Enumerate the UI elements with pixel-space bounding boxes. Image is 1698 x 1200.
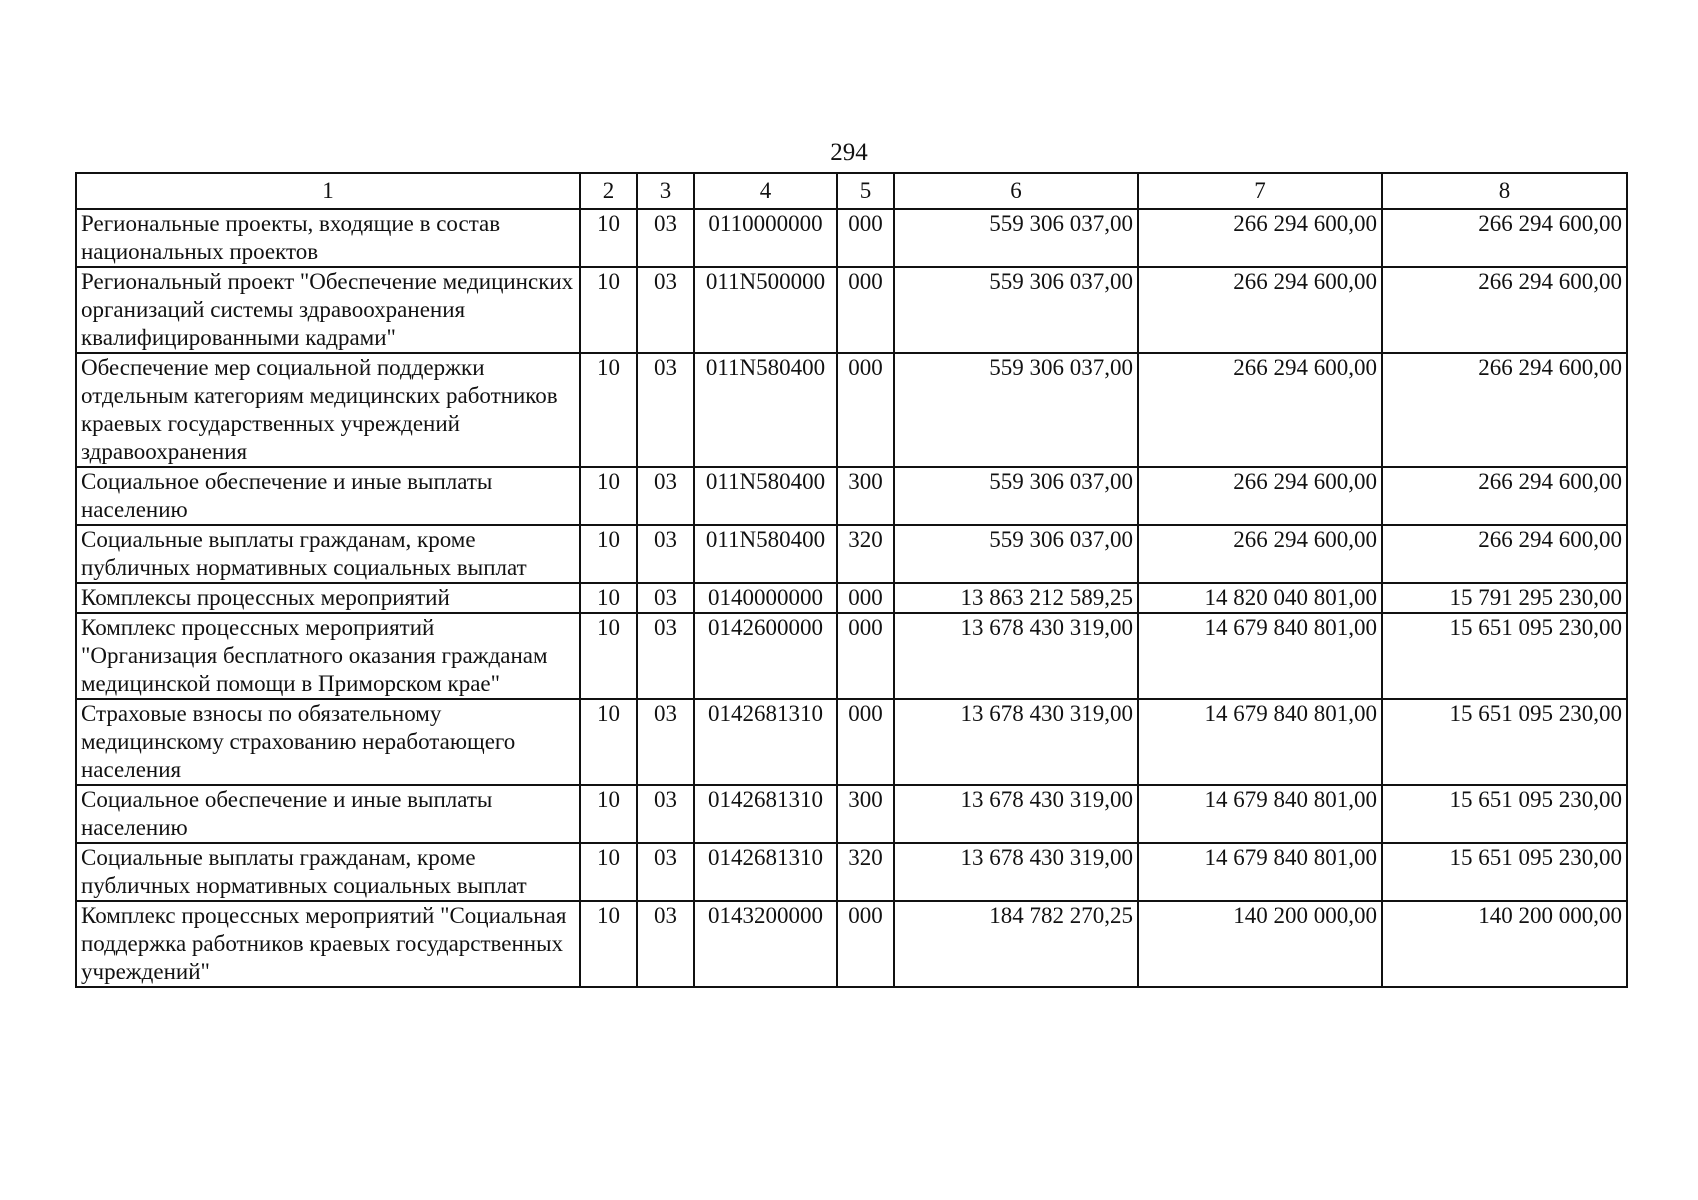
row-amount-col-6: 559 306 037,00 — [894, 467, 1138, 525]
row-amount-col-7: 14 679 840 801,00 — [1138, 785, 1382, 843]
table-row — [76, 467, 1627, 525]
row-section-code: 10 — [580, 699, 637, 785]
table-row — [76, 353, 1627, 467]
row-subsection-code: 03 — [637, 267, 694, 353]
row-amount-col-8: 15 651 095 230,00 — [1382, 613, 1627, 699]
row-target-article-code: 011N580400 — [694, 467, 837, 525]
row-description: Социальное обеспечение и иные выплаты населению — [76, 467, 580, 525]
row-section-code: 10 — [580, 583, 637, 613]
row-expense-type-code: 320 — [837, 843, 894, 901]
row-amount-col-7: 14 820 040 801,00 — [1138, 583, 1382, 613]
row-subsection-code: 03 — [637, 467, 694, 525]
row-amount-col-7: 266 294 600,00 — [1138, 209, 1382, 267]
row-target-article-code: 0142681310 — [694, 785, 837, 843]
row-amount-col-8: 266 294 600,00 — [1382, 525, 1627, 583]
row-expense-type-code: 300 — [837, 785, 894, 843]
row-subsection-code: 03 — [637, 843, 694, 901]
row-amount-col-6: 13 678 430 319,00 — [894, 613, 1138, 699]
header-col-3: 3 — [637, 173, 694, 209]
table-row — [76, 785, 1627, 843]
table-body — [76, 209, 1627, 987]
row-amount-col-7: 266 294 600,00 — [1138, 467, 1382, 525]
table-row — [76, 525, 1627, 583]
header-col-4: 4 — [694, 173, 837, 209]
row-section-code: 10 — [580, 267, 637, 353]
row-amount-col-7: 14 679 840 801,00 — [1138, 613, 1382, 699]
row-amount-col-6: 184 782 270,25 — [894, 901, 1138, 987]
row-target-article-code: 0140000000 — [694, 583, 837, 613]
row-description: Региональный проект "Обеспечение медицинских организаций системы здравоохранения квалифицированными кадрами" — [76, 267, 580, 353]
row-expense-type-code: 000 — [837, 267, 894, 353]
row-subsection-code: 03 — [637, 901, 694, 987]
row-target-article-code: 011N580400 — [694, 353, 837, 467]
header-col-6: 6 — [894, 173, 1138, 209]
row-description: Социальное обеспечение и иные выплаты населению — [76, 785, 580, 843]
row-expense-type-code: 000 — [837, 353, 894, 467]
row-amount-col-6: 13 678 430 319,00 — [894, 699, 1138, 785]
row-subsection-code: 03 — [637, 209, 694, 267]
table-row — [76, 583, 1627, 613]
row-subsection-code: 03 — [637, 785, 694, 843]
row-amount-col-6: 559 306 037,00 — [894, 209, 1138, 267]
header-col-5: 5 — [837, 173, 894, 209]
table-row — [76, 901, 1627, 987]
row-amount-col-7: 140 200 000,00 — [1138, 901, 1382, 987]
row-amount-col-7: 14 679 840 801,00 — [1138, 699, 1382, 785]
row-amount-col-7: 266 294 600,00 — [1138, 353, 1382, 467]
row-target-article-code: 0142600000 — [694, 613, 837, 699]
row-subsection-code: 03 — [637, 353, 694, 467]
row-section-code: 10 — [580, 613, 637, 699]
row-target-article-code: 0142681310 — [694, 699, 837, 785]
row-amount-col-7: 266 294 600,00 — [1138, 267, 1382, 353]
row-amount-col-8: 15 651 095 230,00 — [1382, 785, 1627, 843]
row-subsection-code: 03 — [637, 525, 694, 583]
row-section-code: 10 — [580, 467, 637, 525]
row-description: Комплекс процессных мероприятий "Социальная поддержка работников краевых государственных учреждений" — [76, 901, 580, 987]
row-expense-type-code: 000 — [837, 583, 894, 613]
header-col-7: 7 — [1138, 173, 1382, 209]
row-description: Страховые взносы по обязательному медицинскому страхованию неработающего населения — [76, 699, 580, 785]
row-section-code: 10 — [580, 901, 637, 987]
row-description: Обеспечение мер социальной поддержки отдельным категориям медицинских работников краевых государственных учреждений здравоохранения — [76, 353, 580, 467]
row-section-code: 10 — [580, 843, 637, 901]
row-expense-type-code: 000 — [837, 699, 894, 785]
row-amount-col-6: 13 678 430 319,00 — [894, 843, 1138, 901]
row-amount-col-8: 266 294 600,00 — [1382, 353, 1627, 467]
row-section-code: 10 — [580, 209, 637, 267]
header-col-1: 1 — [76, 173, 580, 209]
row-amount-col-8: 15 791 295 230,00 — [1382, 583, 1627, 613]
row-section-code: 10 — [580, 525, 637, 583]
row-amount-col-6: 13 863 212 589,25 — [894, 583, 1138, 613]
row-description: Комплекс процессных мероприятий "Организация бесплатного оказания гражданам медицинской помощи в Приморском крае" — [76, 613, 580, 699]
row-amount-col-7: 266 294 600,00 — [1138, 525, 1382, 583]
row-section-code: 10 — [580, 353, 637, 467]
row-subsection-code: 03 — [637, 583, 694, 613]
row-expense-type-code: 320 — [837, 525, 894, 583]
row-expense-type-code: 000 — [837, 613, 894, 699]
header-row — [76, 173, 1627, 209]
row-target-article-code: 011N580400 — [694, 525, 837, 583]
table-row — [76, 699, 1627, 785]
row-target-article-code: 0142681310 — [694, 843, 837, 901]
row-expense-type-code: 300 — [837, 467, 894, 525]
page-number: 294 — [830, 139, 868, 166]
row-expense-type-code: 000 — [837, 901, 894, 987]
row-description: Социальные выплаты гражданам, кроме публичных нормативных социальных выплат — [76, 525, 580, 583]
row-amount-col-6: 559 306 037,00 — [894, 267, 1138, 353]
table-row — [76, 267, 1627, 353]
row-target-article-code: 0110000000 — [694, 209, 837, 267]
row-subsection-code: 03 — [637, 699, 694, 785]
row-section-code: 10 — [580, 785, 637, 843]
row-amount-col-6: 559 306 037,00 — [894, 353, 1138, 467]
row-target-article-code: 011N500000 — [694, 267, 837, 353]
row-target-article-code: 0143200000 — [694, 901, 837, 987]
row-description: Социальные выплаты гражданам, кроме публичных нормативных социальных выплат — [76, 843, 580, 901]
row-amount-col-8: 266 294 600,00 — [1382, 267, 1627, 353]
row-expense-type-code: 000 — [837, 209, 894, 267]
row-amount-col-6: 559 306 037,00 — [894, 525, 1138, 583]
row-amount-col-8: 266 294 600,00 — [1382, 209, 1627, 267]
header-col-2: 2 — [580, 173, 637, 209]
table-row — [76, 843, 1627, 901]
row-amount-col-7: 14 679 840 801,00 — [1138, 843, 1382, 901]
row-description: Региональные проекты, входящие в состав национальных проектов — [76, 209, 580, 267]
table-row — [76, 613, 1627, 699]
row-amount-col-8: 15 651 095 230,00 — [1382, 699, 1627, 785]
row-subsection-code: 03 — [637, 613, 694, 699]
row-amount-col-8: 15 651 095 230,00 — [1382, 843, 1627, 901]
budget-table — [75, 172, 1628, 988]
row-amount-col-8: 266 294 600,00 — [1382, 467, 1627, 525]
header-col-8: 8 — [1382, 173, 1627, 209]
row-description: Комплексы процессных мероприятий — [76, 583, 580, 613]
row-amount-col-6: 13 678 430 319,00 — [894, 785, 1138, 843]
row-amount-col-8: 140 200 000,00 — [1382, 901, 1627, 987]
table-row — [76, 209, 1627, 267]
